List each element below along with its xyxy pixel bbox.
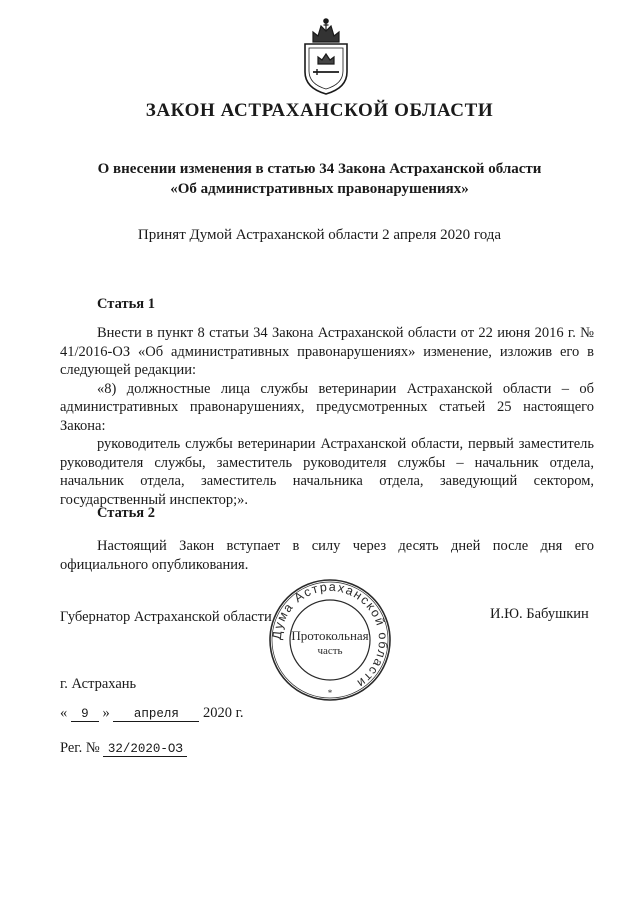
- adoption-note: Принят Думой Астраханской области 2 апреля 2020 года: [137, 227, 502, 243]
- law-subject-line-1: О внесении изменения в статью 34 Закона Астраханской области: [97, 161, 542, 177]
- governor-title: Губернатор Астраханской области: [60, 609, 272, 625]
- date-open-quote: «: [60, 705, 68, 721]
- stamp-star: *: [327, 688, 333, 698]
- astrakhan-coat-of-arms-icon: [299, 14, 353, 96]
- article-2-heading: Статья 2: [97, 505, 155, 521]
- article-1-paragraph: руководитель службы ветеринарии Астраханской области, первый заместитель руководителя службы, заместитель руководителя службы – начальник отдела, начальник отдела, заместитель начальника отдела, заведующий сектором, государственный инспектор;».: [60, 436, 594, 508]
- date-day: 9: [71, 707, 99, 722]
- law-subject-line-2: «Об административных правонарушениях»: [170, 181, 469, 197]
- date-close-quote: »: [102, 705, 110, 721]
- registration-number: 32/2020-ОЗ: [103, 742, 187, 757]
- registration-label: Рег. №: [60, 740, 100, 756]
- signing-date: [60, 705, 244, 722]
- stamp-ring-text: Дума Астраханской области: [269, 579, 391, 692]
- stamp-center-line-1: Протокольная: [291, 628, 369, 643]
- stamp-center-line-2: часть: [317, 645, 343, 657]
- date-year: 2020 г.: [203, 705, 244, 721]
- governor-name: И.Ю. Бабушкин: [490, 606, 589, 622]
- date-month: апреля: [113, 707, 199, 722]
- duma-stamp: [268, 578, 392, 702]
- law-title: ЗАКОН АСТРАХАНСКОЙ ОБЛАСТИ: [145, 100, 494, 121]
- article-2-paragraph: Настоящий Закон вступает в силу через десять дней после дня его официального опубликования.: [60, 538, 594, 573]
- article-1-heading: Статья 1: [97, 296, 155, 312]
- registration-number-line: [60, 740, 187, 757]
- article-1-paragraph: Внести в пункт 8 статьи 34 Закона Астраханской области от 22 июня 2016 г. № 41/2016-ОЗ «Об административных правонарушениях» изменение, изложив его в следующей редакции:: [60, 325, 594, 378]
- article-1-body: [60, 324, 594, 509]
- city: г. Астрахань: [60, 676, 137, 692]
- article-1-paragraph: «8) должностные лица службы ветеринарии Астраханской области – об административных правонарушениях, предусмотренных статьей 25 настоящего Закона:: [60, 380, 594, 434]
- article-2-body: [60, 537, 594, 574]
- law-subject: [0, 159, 639, 199]
